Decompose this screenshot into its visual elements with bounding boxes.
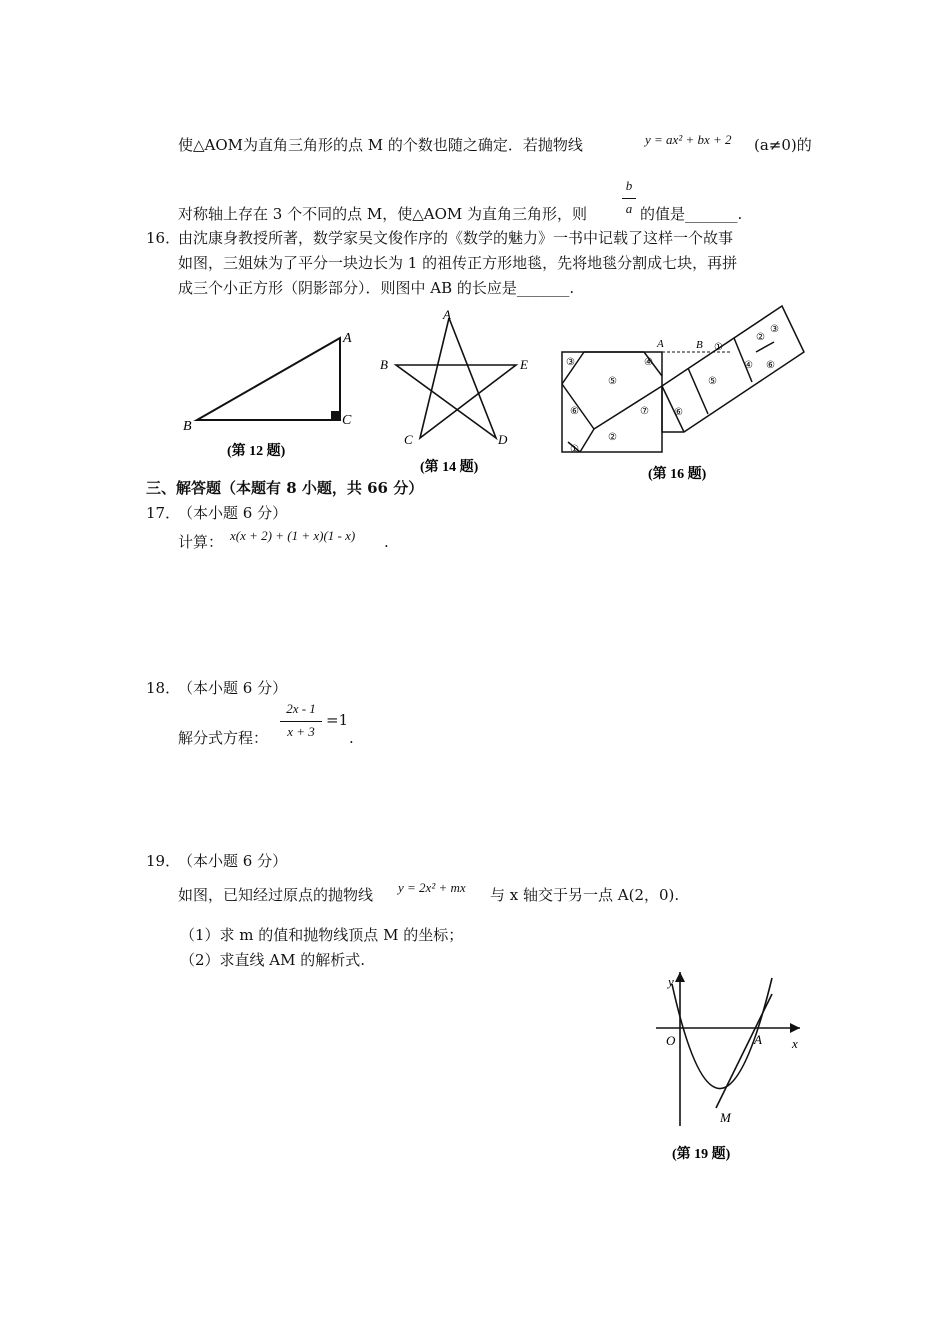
label-b: B xyxy=(380,357,388,372)
piece-1b: ① xyxy=(714,342,723,353)
q18-numerator: 2x - 1 xyxy=(286,701,316,716)
q15-frac-line xyxy=(622,198,636,199)
piece-7: ⑦ xyxy=(640,406,649,417)
label-o: O xyxy=(666,1033,676,1048)
piece-5: ⑤ xyxy=(608,376,617,387)
q18-rhs: =1 xyxy=(326,711,349,729)
q18-heading: （本小题 6 分） xyxy=(178,679,288,697)
figure-19 xyxy=(650,966,810,1166)
right-angle-mark xyxy=(331,411,340,420)
q19-sub2: （2）求直线 AM 的解析式. xyxy=(180,951,366,969)
label-d: D xyxy=(498,432,508,447)
figure-12 xyxy=(175,322,375,467)
piece-2b: ② xyxy=(756,332,765,343)
label-b: B xyxy=(183,419,192,434)
caption-16: (第 16 题) xyxy=(648,467,707,482)
q19-line-after: 与 x 轴交于另一点 A(2，0). xyxy=(490,886,680,904)
piece-6b: ⑥ xyxy=(674,407,683,418)
piece-3: ③ xyxy=(566,357,575,368)
triangle-abc xyxy=(197,338,340,420)
label-a: A xyxy=(657,338,664,350)
q16-line2: 如图，三姐妹为了平分一块边长为 1 的祖传正方形地毯，先将地毯分割成七块，再拼 xyxy=(178,254,738,272)
label-e: E xyxy=(520,357,528,372)
q15-line1-text: 使△AOM为直角三角形的点 M 的个数也随之确定．若抛物线 xyxy=(178,136,583,154)
q18-period: . xyxy=(349,729,354,747)
piece-6: ⑥ xyxy=(570,406,579,417)
q18-denominator: x + 3 xyxy=(287,724,315,739)
rearranged-strip xyxy=(662,306,804,432)
q19-number: 19． xyxy=(146,852,181,870)
q15-parabola-formula: y = ax² + bx + 2 xyxy=(645,132,732,147)
q18-prompt: 解分式方程： xyxy=(178,729,269,747)
piece-1: ① xyxy=(570,444,579,455)
q17-heading: （本小题 6 分） xyxy=(178,504,288,522)
star-path xyxy=(396,318,516,438)
q15-condition: (a≠0)的 xyxy=(754,136,812,154)
q18-frac-line xyxy=(280,721,322,722)
q19-formula: y = 2x² + mx xyxy=(398,880,466,895)
q18-number: 18． xyxy=(146,679,181,697)
label-a: A xyxy=(343,331,352,346)
piece-3b: ③ xyxy=(770,324,779,335)
label-y: y xyxy=(668,974,674,989)
figure-16 xyxy=(556,302,808,490)
figure-14 xyxy=(376,306,536,478)
caption-14: (第 14 题) xyxy=(420,460,479,475)
q17-prompt: 计算： xyxy=(178,533,224,551)
label-a: A xyxy=(443,307,451,322)
piece-5b: ⑤ xyxy=(708,376,717,387)
q15-line2-after: 的值是_______. xyxy=(640,205,743,223)
q16-number: 16． xyxy=(146,229,181,247)
caption-12: (第 12 题) xyxy=(227,444,286,459)
line-am xyxy=(716,994,772,1108)
caption-19: (第 19 题) xyxy=(672,1147,731,1162)
q19-line-before: 如图，已知经过原点的抛物线 xyxy=(178,886,374,904)
q15-line1 xyxy=(178,135,583,155)
piece-4b: ④ xyxy=(744,360,753,371)
x-axis-arrow xyxy=(790,1023,800,1033)
label-m: M xyxy=(720,1110,731,1125)
label-c: C xyxy=(342,413,352,428)
q19-sub1: （1）求 m 的值和抛物线顶点 M 的坐标； xyxy=(180,926,464,944)
y-axis-arrow xyxy=(675,972,685,982)
label-b: B xyxy=(696,339,703,351)
q15-frac-den: a xyxy=(625,201,633,216)
piece-6c: ⑥ xyxy=(766,360,775,371)
q16-line1: 由沈康身教授所著，数学家吴文俊作序的《数学的魅力》一书中记载了这样一个故事 xyxy=(178,229,734,247)
section-heading: 三、解答题（本题有 8 小题，共 66 分） xyxy=(146,479,424,497)
q17-number: 17． xyxy=(146,504,181,522)
label-x: x xyxy=(792,1036,798,1051)
q17-period: . xyxy=(384,533,389,551)
piece-4: ④ xyxy=(644,357,653,368)
piece-2: ② xyxy=(608,432,617,443)
label-a: A xyxy=(754,1032,762,1047)
q15-line2-before: 对称轴上存在 3 个不同的点 M，使△AOM 为直角三角形，则 xyxy=(178,205,588,223)
q15-frac-num: b xyxy=(625,178,633,193)
q19-heading: （本小题 6 分） xyxy=(178,852,288,870)
q16-line3: 成三个小正方形（阴影部分）．则图中 AB 的长应是_______. xyxy=(178,279,575,297)
q17-formula: x(x + 2) + (1 + x)(1 - x) xyxy=(230,528,356,543)
label-c: C xyxy=(404,432,413,447)
